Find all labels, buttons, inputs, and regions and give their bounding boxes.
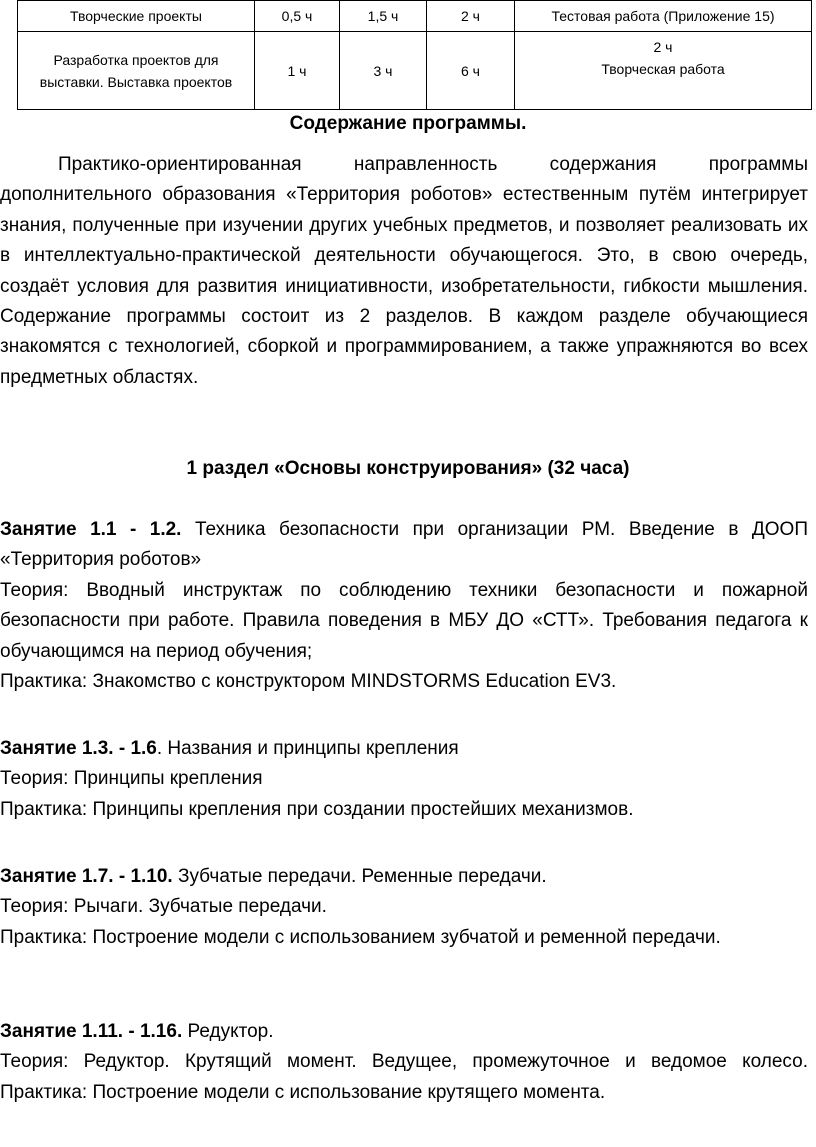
lesson-heading bbox=[0, 515, 808, 576]
lesson-label: Занятие 1.11. - 1.16. bbox=[0, 1021, 183, 1042]
control-form: Творческая работа bbox=[601, 61, 725, 77]
lesson-title: Техника безопасности при организации РМ. Введение в ДООП «Территория роботов» bbox=[0, 519, 808, 571]
table-cell-control bbox=[515, 32, 812, 110]
lesson-1 bbox=[0, 515, 808, 697]
lesson-3 bbox=[0, 862, 808, 953]
table-cell-hours: 3 ч bbox=[340, 32, 427, 110]
table-cell-hours: 1 ч bbox=[255, 32, 340, 110]
lesson-title: Редуктор. bbox=[187, 1021, 274, 1042]
lesson-heading bbox=[0, 862, 808, 892]
hours-table bbox=[17, 0, 812, 110]
control-hours: 2 ч bbox=[653, 39, 673, 55]
lesson-theory: Теория: Вводный инструктаж по соблюдению техники безопасности и пожарной безопасности при работе. Правила поведения в МБУ ДО «СТТ». Требования педагога к обучающимся на период обучения; bbox=[0, 579, 808, 662]
lesson-title: . Названия и принципы крепления bbox=[156, 738, 459, 759]
intro-paragraph: Практико-ориентированная направленность содержания программы дополнительного образования «Территория роботов» естественным путём интегрирует знания, полученные при изучении других учебных предметов, и позволяет реализовать их в интеллектуально-практической деятельности обучающегося. Это, в свою очередь, создаёт условия для развития инициативности, изобретательности, гибкости мышления. Содержание программы состоит из 2 разделов. В каждом разделе обучающиеся знакомятся с технологией, сборкой и программированием, а также упражняются во всех предметных областях. bbox=[0, 154, 808, 388]
table-row bbox=[18, 32, 812, 110]
section-title: 1 раздел «Основы конструирования» (32 часа) bbox=[186, 458, 630, 479]
lesson-theory: Теория: Принципы крепления bbox=[0, 768, 263, 790]
lesson-label: Занятие 1.1 - 1.2. bbox=[0, 519, 182, 540]
table-cell-topic: Творческие проекты bbox=[18, 1, 255, 32]
table-cell-hours: 0,5 ч bbox=[255, 1, 340, 32]
table-cell-topic: Разработка проектов для выставки. Выставка проектов bbox=[18, 32, 255, 110]
lesson-label: Занятие 1.7. - 1.10. bbox=[0, 866, 173, 887]
table-cell-control: Тестовая работа (Приложение 15) bbox=[515, 1, 812, 32]
table-cell-hours: 1,5 ч bbox=[340, 1, 427, 32]
lesson-practice: Практика: Построение модели с использованием зубчатой и ременной передачи. bbox=[0, 926, 721, 948]
content-title: Содержание программы. bbox=[289, 113, 527, 134]
lesson-4 bbox=[0, 1017, 808, 1108]
lesson-theory: Теория: Редуктор. Крутящий момент. Ведущее, промежуточное и ведомое колесо. Практика: Построение модели с использование крутящего момента. bbox=[0, 1051, 808, 1103]
lesson-practice: Практика: Принципы крепления при создании простейших механизмов. bbox=[0, 798, 634, 820]
lesson-practice: Практика: Знакомство с конструктором MINDSTORMS Education EV3. bbox=[0, 671, 617, 693]
lesson-2 bbox=[0, 734, 808, 825]
lesson-theory: Теория: Рычаги. Зубчатые передачи. bbox=[0, 896, 327, 918]
lesson-heading bbox=[0, 734, 808, 764]
table-cell-hours: 2 ч bbox=[427, 1, 515, 32]
lesson-title: Зубчатые передачи. Ременные передачи. bbox=[177, 866, 547, 887]
table-row bbox=[18, 1, 812, 32]
lesson-heading bbox=[0, 1017, 808, 1047]
lesson-label: Занятие 1.3. - 1.6 bbox=[0, 738, 157, 759]
table-cell-hours: 6 ч bbox=[427, 32, 515, 110]
